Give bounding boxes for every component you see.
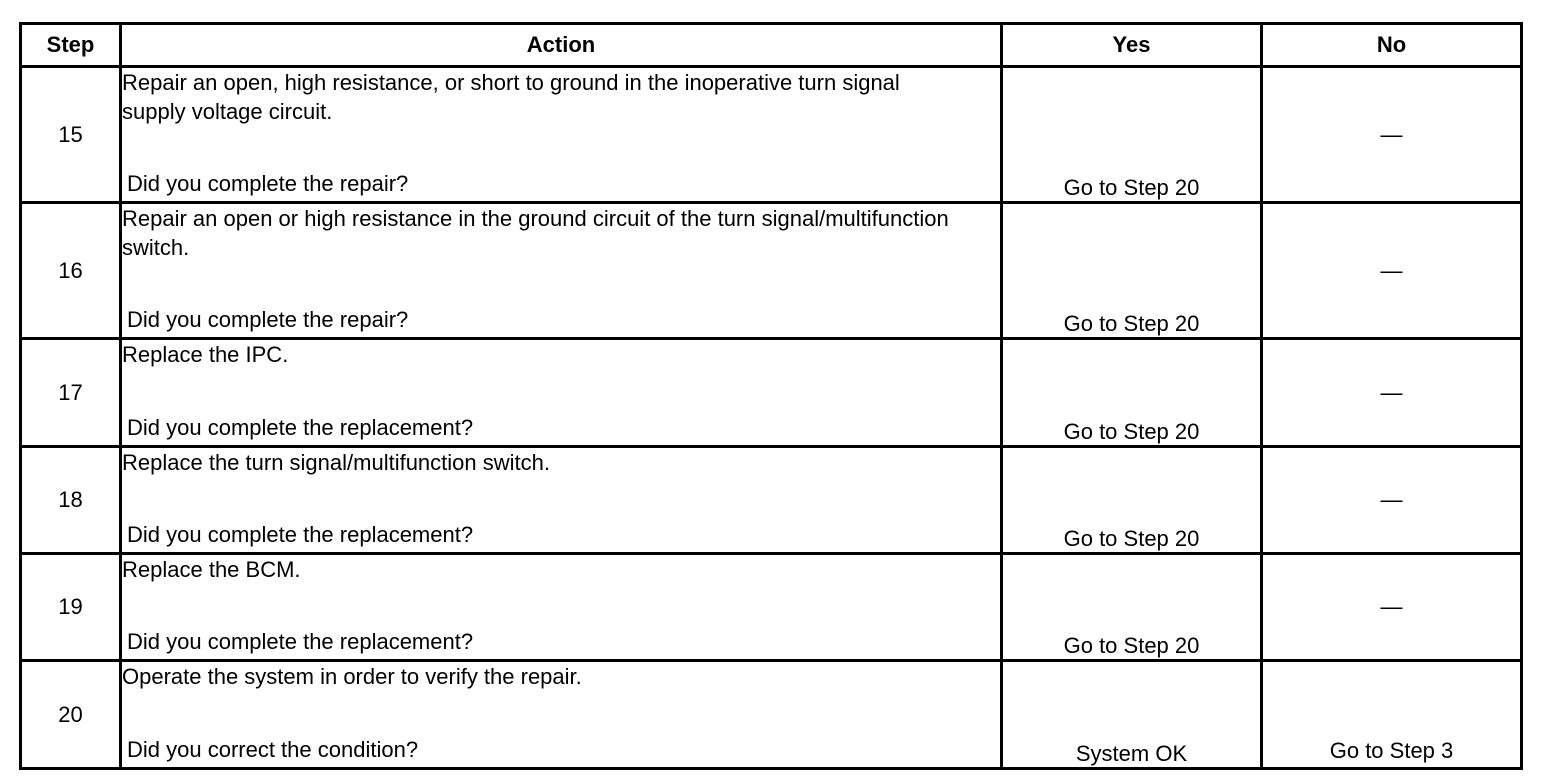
yes-result: Go to Step 20 [1002,554,1262,661]
action-question: Did you complete the replacement? [127,522,474,547]
yes-result: System OK [1002,661,1262,769]
action-cell [121,203,1002,339]
action-instruction: Repair an open or high resistance in the ground circuit of the turn signal/multifunction switch. [122,206,949,260]
step-number: 18 [21,447,121,554]
action-instruction: Operate the system in order to verify the repair. [122,664,582,689]
table-row [21,661,1522,769]
diagnostic-table [19,22,1523,770]
header-yes: Yes [1002,24,1262,67]
header-no: No [1262,24,1522,67]
yes-result: Go to Step 20 [1002,447,1262,554]
step-number: 19 [21,554,121,661]
action-instruction: Replace the BCM. [122,557,301,582]
action-cell [121,554,1002,661]
table-row [21,447,1522,554]
step-number: 17 [21,339,121,447]
table-header-row [21,24,1522,67]
no-result: — [1262,339,1522,447]
step-number: 16 [21,203,121,339]
table-row [21,203,1522,339]
action-instruction: Replace the turn signal/multifunction switch. [122,450,550,475]
action-cell [121,339,1002,447]
table-row [21,554,1522,661]
yes-result: Go to Step 20 [1002,339,1262,447]
action-question: Did you complete the repair? [127,307,409,332]
action-question: Did you correct the condition? [127,737,419,762]
header-action: Action [121,24,1002,67]
action-question: Did you complete the replacement? [127,629,474,654]
step-number: 15 [21,67,121,203]
header-step: Step [21,24,121,67]
action-instruction: Repair an open, high resistance, or short to ground in the inoperative turn signal supply voltage circuit. [122,70,900,124]
action-cell [121,447,1002,554]
action-instruction: Replace the IPC. [122,342,289,367]
table-row [21,67,1522,203]
action-cell [121,661,1002,769]
no-result: — [1262,554,1522,661]
yes-result: Go to Step 20 [1002,67,1262,203]
no-result: — [1262,67,1522,203]
step-number: 20 [21,661,121,769]
action-question: Did you complete the replacement? [127,415,474,440]
no-result: Go to Step 3 [1262,661,1522,769]
no-result: — [1262,447,1522,554]
action-question: Did you complete the repair? [127,171,409,196]
yes-result: Go to Step 20 [1002,203,1262,339]
table-row [21,339,1522,447]
no-result: — [1262,203,1522,339]
action-cell [121,67,1002,203]
